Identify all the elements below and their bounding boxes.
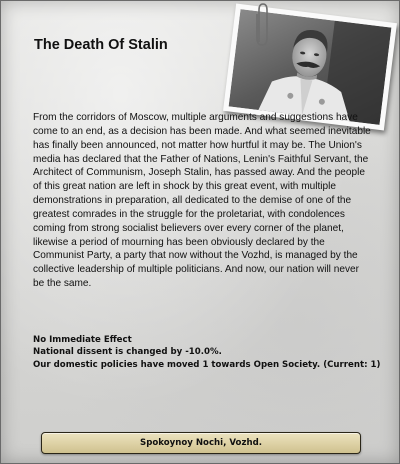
effect-line: No Immediate Effect — [33, 335, 132, 345]
event-title: The Death Of Stalin — [34, 37, 168, 53]
effect-line: Our domestic policies have moved 1 towards Open Society. (Current: 1) — [33, 359, 381, 370]
paperclip-icon — [255, 2, 269, 48]
event-option-button[interactable] — [41, 432, 361, 454]
event-effects — [33, 334, 383, 371]
effect-line: National dissent is changed by -10.0%. — [33, 347, 222, 358]
event-description: From the corridors of Moscow, multiple arguments and suggestions have come to an end, as a decision has been made. And what seemed inevitable has finally been announced, not matter how hurtful it may be. The Union's media has declared that the Father of Nations, Lenin's Faithful Servant, the Architect of Communism, Joseph Stalin, has passed away. And the people of this great nation are left in shock by this great event, with multiple demonstrations in preparation, all dedicated to the demise of one of the greatest comrades in the struggle for the proletariat, with condolences coming from strong socialist believers over every corner of the planet, likewise a period of mourning has been obviously declared by the Communist Party, a party that now without the Vozhd, is managed by the collective leadership of multiple politicians. And now, our nation will never be the same. — [33, 112, 371, 290]
stalin-portrait-icon — [229, 9, 392, 125]
option-label: Spokoynoy Nochi, Vozhd. — [140, 438, 262, 448]
